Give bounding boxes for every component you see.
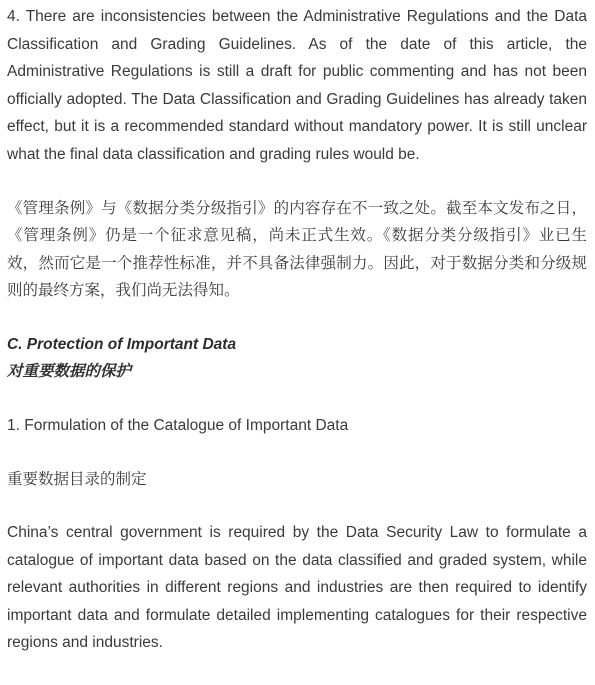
subsection-1-heading-chinese: 重要数据目录的制定 — [7, 470, 147, 488]
subsection-1-heading-english: 1. Formulation of the Catalogue of Important Data — [7, 416, 349, 434]
section-c-heading-english: C. Protection of Important Data — [7, 335, 237, 353]
paragraph-c1-english: China’s central government is required by the Data Security Law to formulate a catalogue of important data based on the data classified and graded system, while relevant authorities in different regions and industries are then required to identify important data and formulate detailed implementing catalogues for their respective regions and industries. — [7, 523, 587, 652]
section-c-heading-chinese: 对重要数据的保护 — [7, 362, 132, 380]
paragraph-4-english: 4. There are inconsistencies between the Administrative Regulations and the Data Classification and Grading Guidelines. As of the date of this article, the Administrative Regulations is still a draft for public commenting and has not been officially adopted. The Data Classification and Grading Guidelines has already taken effect, but it is a recommended standard without mandatory power. It is still unclear what the final data classification and grading rules would be. — [7, 8, 587, 163]
paragraph-4-chinese: 《管理条例》与《数据分类分级指引》的内容存在不一致之处。截至本文发布之日，《管理条例》仍是一个征求意见稿，尚未正式生效。《数据分类分级指引》业已生效，然而它是一个推荐性标准，并不具备法律强制力。因此，对于数据分类和分级规则的最终方案，我们尚无法得知。 — [7, 199, 587, 300]
